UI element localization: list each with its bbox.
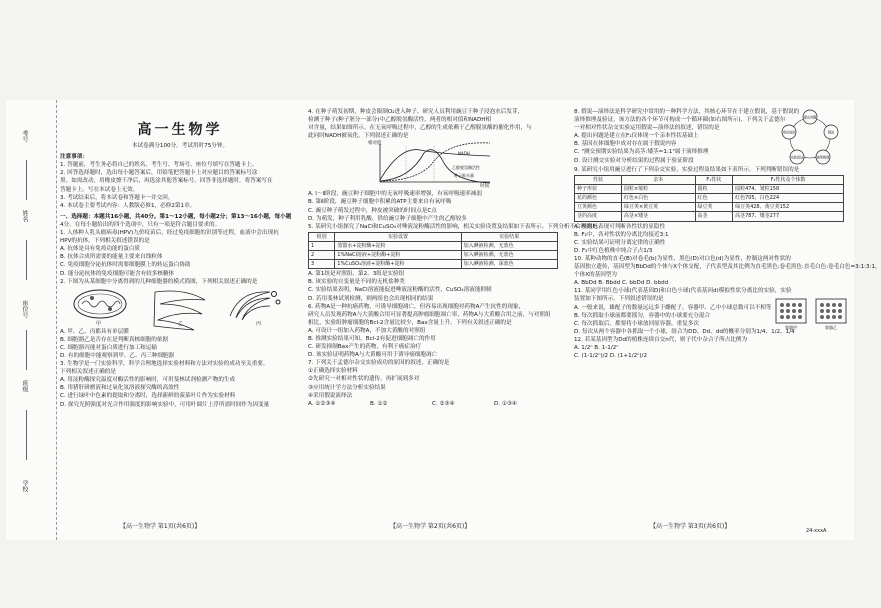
exam-info: 本试卷满分100分，考试用时75分钟。: [131, 143, 229, 150]
q5-option: A. 第1组是对照组，第2、3组是实验组: [308, 271, 405, 278]
table-row: [575, 212, 844, 221]
q9-option: C. 实验结果可证明分离定律的正确性: [574, 239, 666, 246]
table-cell: 绿豆荚×黄豆荚: [621, 203, 695, 212]
table-cell: 1%CuSO₄溶液+淀粉酶+淀粉: [335, 260, 461, 269]
chart-curve-label: NADH: [458, 151, 470, 157]
q6-option: C. 研发抑制Bax产生的药物，有利于癌症治疗: [308, 344, 422, 351]
q9-option: B. F₂中，各对性状的分离比均接近3:1: [574, 231, 669, 238]
table-row: [309, 251, 558, 260]
germination-chart: [368, 140, 566, 190]
container-label: 容器乙: [825, 325, 837, 331]
table-cell: 红色×白色: [621, 194, 695, 203]
note-line: 3. 考试结束后，将本试卷和答题卡一并交回。: [60, 194, 174, 201]
gutter-label-seat: 座位号: [21, 300, 28, 318]
q9-table: [574, 175, 844, 221]
table-cell: 圆粒474、皱粒158: [733, 185, 844, 194]
gutter-write-line: [26, 330, 27, 370]
chart-y-label: 相对值: [368, 141, 382, 147]
hypothesis-cycle-diagram: [770, 108, 850, 170]
q10-stem: 基因独立遗传，基因型为BbDd的个体与X个体交配，子代表型及其比例为直毛黑色:卷毛黑色:直毛白色:卷毛白色=3:1:3:1。: [574, 264, 881, 271]
q9-option: D. F₂中红色植株中纯合子占1/3: [574, 247, 653, 254]
q6-option: A. 可设计一组加入药物A，不加大黄酸的对照组: [308, 327, 426, 334]
table-cell: 高茎787、矮茎277: [733, 212, 844, 221]
q3-stem: 3. 生物学是一门实验科学，科学合理地选择实验材料和方法对实验的成功至关重要。: [60, 361, 269, 368]
q2-stem: 2. 下图为从某细胞中分离得到的几种细胞器的模式简图，下列相关叙述正确的是: [60, 278, 258, 285]
gutter-write-line: [26, 240, 27, 280]
q7-option: D. ①③④: [494, 400, 517, 407]
q7-option: C. ②③④: [432, 400, 455, 407]
q8-stem: 8. 假说—演绎法是科学研究中常用的一种科学方法，其核心环节在于建立假说，基于假说的: [574, 109, 800, 115]
section-heading: 一、选择题：本题共16小题，共40分。第1～12小题，每小题2分；第13～16小题，每小题: [60, 213, 292, 220]
figure-label-c: 丙: [256, 320, 262, 327]
table-header: 实验设置: [335, 232, 461, 241]
q4-option: A. Ⅰ～Ⅱ阶段，豌豆种子细胞中的无氧呼吸速率增强，有氧呼吸速率减弱: [308, 191, 482, 198]
q3-stem: 下列相关叙述正确的是: [60, 369, 116, 376]
binding-gutter: [6, 100, 57, 540]
table-cell: 3: [309, 260, 335, 269]
table-cell: 红色705、白色224: [733, 194, 844, 203]
page-footer-2: 【高一生物学 第2页(共6页)】: [390, 523, 471, 530]
table-cell: 加入碘液检测，无蓝色: [461, 251, 557, 260]
q8-option: D. 设计测交实验对分析结果的过程属于验证阶段: [574, 157, 694, 164]
q11-option: B. 每次抓取小球前都要摇匀，容器中的小球要充分混合: [574, 312, 711, 319]
q8-stem: 演绎推理及验证，该方法的各个环节可构成一个循环圈(如右图所示)，下列关于孟德尔: [574, 117, 786, 124]
q3-option: B. 用猪肝研磨液和过氧化氢溶液探究酶的高效性: [60, 385, 180, 392]
section-heading: 4分。在每小题给出的四个选项中，只有一项是符合题目要求的。: [60, 221, 221, 228]
chart-x-label: 时间: [480, 184, 489, 190]
table-cell: 加入碘液检测，深蓝色: [461, 260, 557, 269]
gutter-label-id: 考号: [21, 130, 28, 142]
gutter-label-name: 姓名: [21, 210, 28, 222]
table-cell: 高茎: [695, 212, 733, 221]
q2-option: D. 有的细胞中能观察到甲、乙、丙三种细胞器: [60, 352, 175, 359]
q6-stem: 研究人员发现药物A与大黄酸合用可显著提高肿瘤细胞凋亡率，药物A与大黄酸合用之前，与对照组: [308, 311, 551, 318]
q1-stem: 1. 人体种人乳头瘤病毒(HPV)九价疫苗后，经过免疫细胞的识别等过程，血液中会出现抗: [60, 230, 279, 237]
chart-curve-label: 种子吸水量: [454, 173, 474, 179]
gutter-label-class: 班级: [21, 380, 28, 392]
q11-option: D. 每次从两个容器中各抓取一个小球，组合为DD、Dd、dd的概率分别为1/4、1/2、1/4: [574, 328, 795, 335]
q7-option: A. ①②③④: [308, 400, 336, 407]
q10-options: A. BbDd B. Bbdd C. bbDd D. bbdd: [574, 280, 669, 287]
note-line: 4. 本试卷主要考试内容：人教版必修1，必修2第1章。: [60, 202, 196, 209]
q4-option: C. 豌豆种子萌发过程中，种皮被突破的时间点是C点: [308, 207, 437, 214]
table-header: 实验结果: [461, 232, 557, 241]
table-cell: 圆粒×皱粒: [621, 185, 695, 194]
q12-stem: 12. 若某基因型为Dd的植株连续自交n代，则子代中杂合子所占比例为: [574, 336, 748, 343]
q4-option: B. 第Ⅱ阶段，豌豆种子细胞中积累的ATP主要来自有氧呼吸: [308, 199, 452, 206]
note-line: 答题卡上。写在本试卷上无效。: [60, 186, 139, 193]
q3-option: D. 探究光照强度对光合作用强度的影响实验中，可用叶圆片上浮所需时间作为因变量: [60, 401, 270, 408]
q1-stem: HPV的抗体。下列相关叙述错误的是: [60, 238, 150, 245]
page-3-column: [574, 108, 881, 508]
q2-option: C. 细胞器丙能对蛋白质进行加工和运输: [60, 344, 157, 351]
table-header: 亲本: [621, 176, 695, 185]
cycle-node: 演绎推理: [816, 155, 830, 160]
table-cell: 种子形状: [575, 185, 622, 194]
gutter-write-line: [26, 160, 27, 200]
q6-option: D. 该实验证明药物A与大黄酸可用于诱导癌细胞凋亡: [308, 352, 438, 359]
q8-option: C. "测交预期实验结果为高茎:矮茎≈1:1"属于演绎推理: [574, 149, 709, 156]
q11-text: [574, 287, 795, 336]
table-cell: 1: [309, 241, 335, 250]
q4-option: D. 为萌发，种子利用乳酸、供给豌豆种子细胞中产生的乙醇较多: [308, 215, 467, 222]
q7-item: ④采用假说演绎法: [308, 392, 353, 399]
figure-label-b: 乙: [178, 320, 184, 327]
q7-stem: 7. 下列关于孟德尔杂交实验成功的原因的叙述，正确的是: [308, 360, 450, 367]
table-cell: 圆粒: [695, 185, 733, 194]
figure-label-a: 甲: [96, 320, 102, 327]
q11-block: [574, 287, 852, 336]
table-cell: 茎的高度: [575, 212, 622, 221]
q11-stem: 装置如下图所示。下列叙述错误的是: [574, 296, 664, 303]
table-cell: 豆荚颜色: [575, 203, 622, 212]
table-header-row: [575, 176, 844, 185]
q8-stem: 一对相对性状杂交实验运用假说—演绎法的叙述，错误的是: [574, 125, 720, 132]
cycle-node: 假说: [827, 130, 835, 135]
q8-option: B. 基因在体细胞中成对存在属于假说内容: [574, 141, 677, 148]
q6-stem: 6. 药物A是一种抗癌药物，可诱导细胞凋亡，但容易出现细胞对药物A产生抗性的现象，: [308, 303, 525, 310]
q3-option: A. 用淀粉酶探究温度对酶活性的影响时，可用斐林试剂检测产物的生成: [60, 377, 236, 384]
cycle-node: 实验验证: [790, 155, 804, 160]
q7-item: ②先研究一对相对性状的遗传，再扩展到多对: [308, 376, 420, 383]
q5-option: D. 若用斐林试剂检测，则两组也会出现相同的结果: [308, 295, 434, 302]
table-cell: 蒸馏水+淀粉酶+淀粉: [335, 241, 461, 250]
note-line: 1. 答题前，考生务必将自己的姓名、考生号、考场号、座位号填写在答题卡上。: [60, 162, 258, 169]
q1-option: B. 抗体合成所需要的能量主要来自线粒体: [60, 254, 163, 261]
q6-option: B. 推测实验结果可知，Bcl-2有促进细胞凋亡的作用: [308, 335, 436, 342]
q9-stem: 9. 某研究小组用豌豆进行了下列杂交实验，实验过程及结果如下表所示。下列判断错误的是: [574, 167, 800, 173]
q4-stem: 此同时NADH被氧化。下列叙述正确的是: [308, 133, 409, 140]
table-header: 组别: [309, 232, 335, 241]
q3-option: C. 进行绿叶中色素的提取和分离时，选择新鲜的菠菜叶片作为实验材料: [60, 393, 236, 400]
table-header: F₂性状及个体数: [733, 176, 844, 185]
q2-option: A. 甲、乙、丙都具有单层膜: [60, 328, 129, 335]
table-cell: 红色: [695, 194, 733, 203]
table-cell: 花的颜色: [575, 194, 622, 203]
q6-stem: 相比，实验组肿瘤细胞的Bcl-2含量比较少，Bax含量上升。下列有关叙述正确的是: [308, 319, 512, 326]
q11-stem: 11. 某同学用红色小球(代表基因D)和白色小球(代表基因d)模拟性状分离比的实验，实验: [574, 288, 792, 295]
q8-block: [574, 108, 852, 166]
table-cell: 绿豆荚: [695, 203, 733, 212]
table-header: F₁性状: [695, 176, 733, 185]
table-cell: 2: [309, 251, 335, 260]
table-cell: 加入碘液检测，无蓝色: [461, 241, 557, 250]
note-line: 2. 回答选择题时，选出每小题答案后，用铅笔把答题卡上对应题目的答案标号涂: [60, 170, 258, 177]
notes-heading: 注意事项：: [60, 154, 88, 161]
cycle-node: 得出结论: [782, 130, 796, 135]
gutter-label-school: 学校: [21, 480, 28, 492]
table-cell: 绿豆荚428、黄豆荚152: [733, 203, 844, 212]
table-row: [575, 185, 844, 194]
page-1-column: [60, 108, 300, 508]
q7-item: ①正确选择实验材料: [308, 368, 358, 375]
q11-option: C. 每次抓取后，都要将小球放回原容器，重复多次: [574, 320, 699, 327]
q1-option: C. 免疫细胞分泌抗体时需要细胞膜上的转运蛋白协助: [60, 262, 191, 269]
q12-option: C. (1-1/2ⁿ)/2 D. (1+1/2ⁿ)/2: [574, 353, 648, 360]
table-row: [309, 241, 558, 250]
cycle-node: 提出问题: [803, 115, 817, 120]
q7-options: [308, 400, 566, 408]
q5-option: C. 实验结果表明，NaCl溶液能促进唾液淀粉酶的活性，CuSO₄溶液能抑制: [308, 287, 492, 294]
q9-option: A. 根据F₁表现可判断各性状的显隐性: [574, 223, 666, 230]
page-footer-3: 【高一生物学 第3页(共6页)】: [650, 523, 731, 530]
q1-option: A. 抗体是具有免疫功能的蛋白质: [60, 246, 141, 253]
q11-option: A. 一般来说，雄配子的数量远远多于雌配子，容器甲、乙中小球总数可以不相等: [574, 304, 772, 311]
chart-curve-label: 乙醇脱氢酶活性: [452, 165, 480, 171]
q5-option: B. 该实验的自变量是不同的无机盐种类: [308, 279, 405, 286]
q4-stem: 检测于种子(种子胚分一部分)中乙醇脱氢酶活性，两者的相对值和NADH相: [308, 117, 492, 124]
q8-option: A. 提出问题是建立在F₁仅体现一个亲本性状基础上: [574, 133, 699, 140]
q7-option: B. ①②: [370, 400, 388, 407]
container-label: 容器甲: [785, 325, 797, 331]
exam-code: 24-xxxA: [806, 528, 827, 534]
page-title: 高一生物学: [137, 122, 223, 138]
table-row: [575, 203, 844, 212]
organelle-figure: [60, 286, 300, 328]
q1-option: D. 能分泌抗体的免疫细胞可能含有较多核糖体: [60, 270, 175, 277]
q10-stem: 10. 某种动物的直毛(B)对卷毛(b)为显性，黑色(D)对白色(d)为显性，控制这两对性状的: [574, 255, 791, 262]
q10-stem: 个体X的基因型为: [574, 272, 617, 279]
q2-option: B. 细胞器乙是否存在是判断真核细胞的依据: [60, 336, 169, 343]
q4-stem: 对含量，结果如图所示。在无氧呼吸过程中，乙醇的生成依赖于乙醇脱氢酶的催化作用，与: [308, 125, 532, 132]
table-row: [309, 260, 558, 269]
q5-stem: 5. 某研究小组探究了NaCl和CuSO₄对唾液淀粉酶活性的影响，相关实验设置及结果如下表所示。下列分析不合理的是: [308, 223, 598, 230]
container-diagram: [772, 293, 850, 331]
q7-item: ③应用统计学方法分析实验结果: [308, 384, 386, 391]
page-footer-1: 【高一生物学 第1页(共6页)】: [120, 523, 201, 530]
gutter-write-line: [26, 410, 27, 460]
q12-option: A. 1/2ⁿ B. 1-1/2ⁿ: [574, 344, 619, 351]
table-row: [575, 194, 844, 203]
table-cell: 高茎×矮茎: [621, 212, 695, 221]
q4-stem: 4. 在种子萌发初期，种皮会限制O₂进入种子。研究人员利用豌豆干种子浸泡水后发芽，: [308, 109, 524, 115]
table-cell: 1%NaCl溶液+淀粉酶+淀粉: [335, 251, 461, 260]
table-header-row: [309, 232, 558, 241]
table-header: 性状: [575, 176, 622, 185]
q5-table: [308, 232, 558, 269]
note-line: 黑。如需改动，用橡皮擦干净后，再选涂其他答案标号。回答非选择题时，将答案写在: [60, 178, 273, 185]
